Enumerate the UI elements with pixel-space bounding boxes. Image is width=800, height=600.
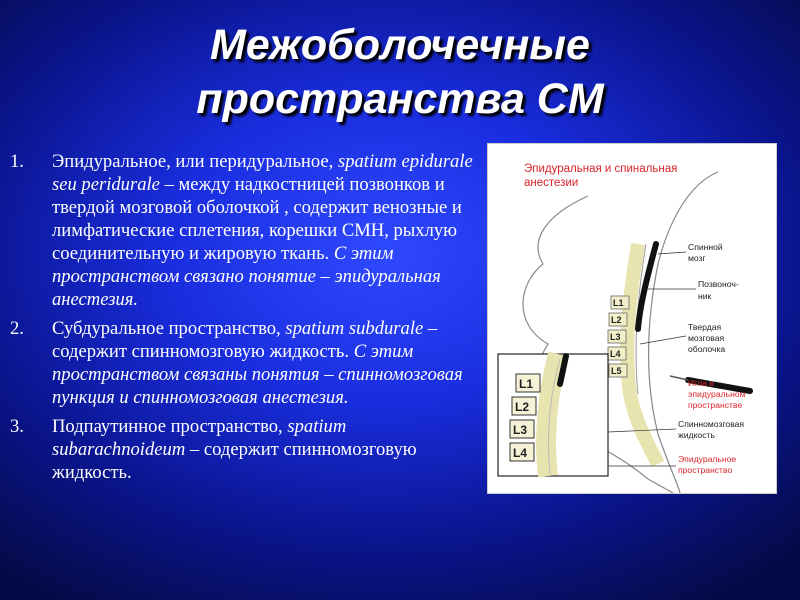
- list-item: [10, 415, 480, 484]
- label-dura: Твердая: [688, 322, 722, 332]
- anesthesia-figure: [487, 143, 777, 494]
- list-item-number: 1.: [10, 151, 24, 172]
- list-item: [10, 150, 480, 311]
- inset-vertebra-label: L4: [513, 446, 528, 460]
- label-csf: Спинномозговая: [678, 419, 745, 429]
- list-item-number: 2.: [10, 318, 24, 339]
- slide-title-line-2: пространства СМ: [196, 75, 604, 123]
- anesthesia-illustration: [488, 144, 776, 493]
- vertebra-label: L2: [611, 315, 622, 325]
- list-item: [10, 317, 480, 409]
- label-dura: оболочка: [688, 344, 726, 354]
- inset-vertebra-label: L2: [515, 400, 530, 414]
- spaces-list: [10, 150, 480, 490]
- label-needle: эпидуральном: [688, 389, 746, 399]
- list-item-latin-term: spatium epidurale seu peridurale: [52, 151, 473, 195]
- vertebra-label: L1: [613, 298, 624, 308]
- list-item-note: С этим пространством связаны понятия – спинномозговая пункция и спинномозговая анестезия.: [52, 341, 463, 408]
- list-item-latin-term: spatium subdurale: [285, 318, 424, 339]
- label-vertebra: Позвоноч-: [698, 279, 739, 289]
- label-csf: жидкость: [678, 430, 715, 440]
- label-epidural-space: пространство: [678, 465, 733, 475]
- label-needle: пространстве: [688, 400, 743, 410]
- list-item-description: – между надкостницей позвонков и твердой мозговой оболочкой , содержит венозные и лимфатические сплетения, корешки СМН, рыхлую соединительную и жировую ткань.: [52, 174, 462, 264]
- list-item-text: Эпидуральное, или перидуральное,: [52, 151, 338, 172]
- inset-vertebra-label: L1: [519, 377, 534, 391]
- list-item-description: – содержит спинномозговую жидкость.: [52, 439, 417, 483]
- vertebra-label: L4: [610, 349, 621, 359]
- vertebra-label: L5: [611, 366, 622, 376]
- label-dura: мозговая: [688, 333, 725, 343]
- inset-vertebra-label: L3: [513, 423, 528, 437]
- list-item-number: 3.: [10, 416, 24, 437]
- slide-title-line-1: Межоболочечные: [210, 21, 590, 69]
- list-item-note: С этим пространством связано понятие – эпидуральная анестезия.: [52, 243, 441, 310]
- vertebra-label: L3: [610, 332, 621, 342]
- needle-tip: [670, 376, 688, 380]
- label-spinal-cord: Спинной: [688, 242, 723, 252]
- list-item-text: Подпаутинное пространство,: [52, 416, 288, 437]
- list-item-description: – содержит спинномозговую жидкость.: [52, 318, 438, 362]
- label-vertebra: ник: [698, 291, 712, 301]
- list-item-latin-term: spatium subarachnoideum: [52, 416, 347, 460]
- label-needle: Игла в: [688, 378, 714, 388]
- list-item-text: Субдуральное пространство,: [52, 318, 286, 339]
- label-epidural-space: Эпидуральное: [678, 454, 737, 464]
- figure-title-line-2: анестезии: [524, 177, 579, 189]
- slide-title: [0, 18, 800, 126]
- label-spinal-cord: мозг: [688, 253, 706, 263]
- figure-title-line-1: Эпидуральная и спинальная: [524, 163, 678, 175]
